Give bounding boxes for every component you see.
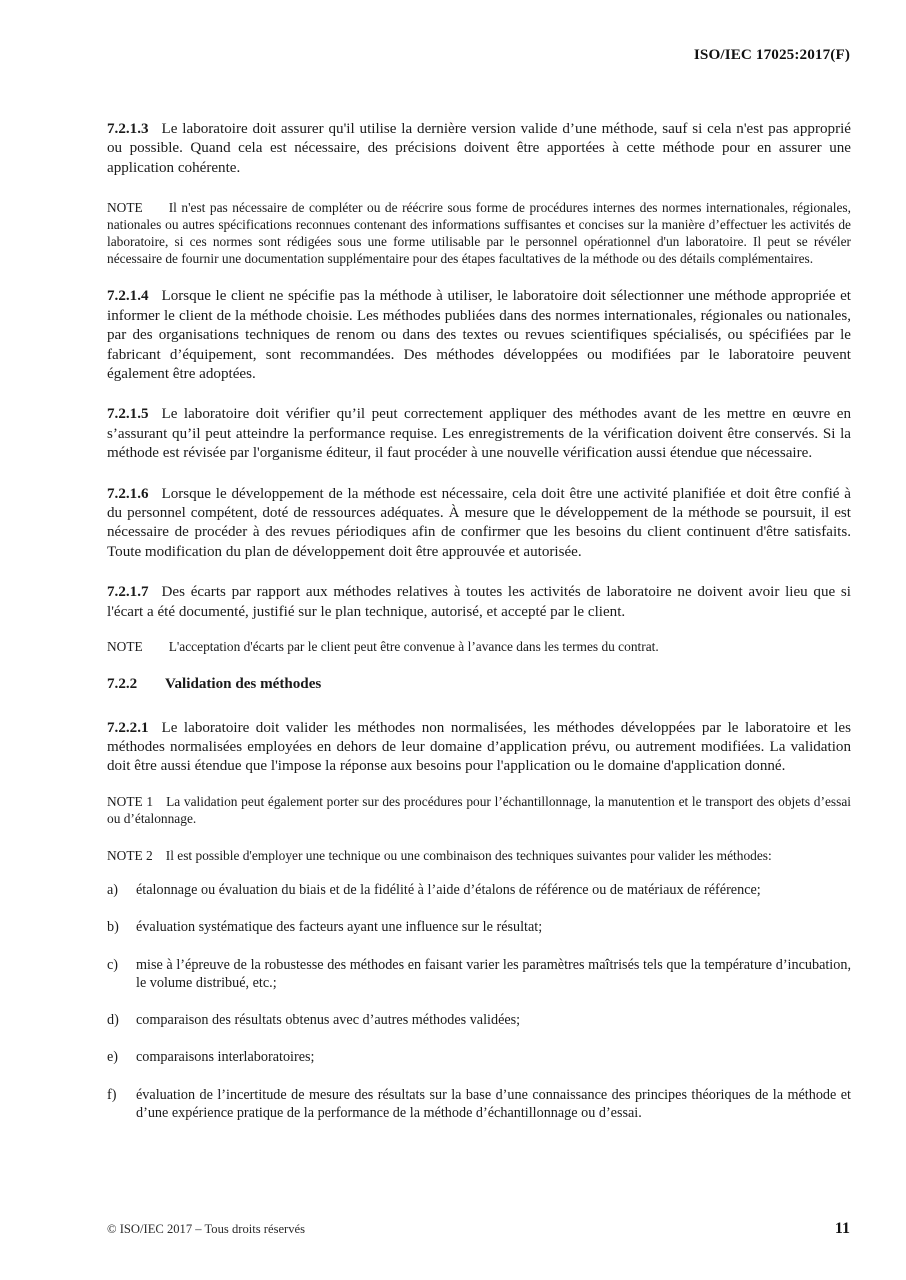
clause-text: Le laboratoire doit assurer qu'il utilise la dernière version valide d’une méthode, sauf si cela n'est pas approprié ou possible. Quand cela est nécessaire, des précisions doivent être apportées à cette méthode pour en assurer une application cohérente. — [107, 121, 851, 176]
list-item-text: mise à l’épreuve de la robustesse des méthodes en faisant varier les paramètres maîtrisés tels que la température d’incubation, le volume distribué, etc.; — [136, 956, 851, 991]
list-item-text: comparaisons interlaboratoires; — [136, 1049, 315, 1066]
note-label: NOTE — [107, 200, 143, 216]
list-marker: e) — [107, 1049, 119, 1066]
clause-number: 7.2.1.4 — [107, 288, 149, 305]
note-label: NOTE 1 — [107, 793, 154, 809]
list-item — [107, 881, 851, 899]
note-label: NOTE 2 — [107, 847, 153, 863]
clause-7-2-1-6 — [107, 485, 851, 563]
note-text: Il n'est pas nécessaire de compléter ou de réécrire sous forme de procédures internes des normes internationales, régionales, nationales ou autres spécifications reconnues contenant des informations suffisantes et concises sur la manière d’effectuer les activités de laboratoire, si ces normes sont rédigées sous une forme utilisable par le personnel opérationnel d'un laboratoire. Il peut se révéler nécessaire de fournir une documentation supplémentaire pour des étapes facultatives de la méthode ou des détails complémentaires. — [107, 200, 851, 267]
heading-title: Validation des méthodes — [165, 676, 322, 693]
list-marker: b) — [107, 919, 119, 936]
list-marker: c) — [107, 956, 119, 973]
clause-text: Le laboratoire doit valider les méthodes non normalisées, les méthodes développées par le laboratoire et les méthodes normalisées employées en dehors de leur domaine d’application prévu, ou autrement modifiées. La validation doit être aussi étendue que l'impose la réponse aux besoins pour l'application ou le domaine d'application donné. — [107, 719, 851, 775]
page-footer — [107, 1220, 850, 1238]
clause-number: 7.2.1.3 — [107, 121, 149, 137]
clause-text: Lorsque le client ne spécifie pas la méthode à utiliser, le laboratoire doit sélectionner une méthode appropriée et informer le client de la méthode choisie. Les méthodes publiées dans des normes internationales, régionales ou nationales, par des organisations techniques de renom ou dans des textes ou revues scientifiques spécialisés, ou spécifiées par le fabricant d’équipement, sont recommandées. Des méthodes développées ou modifiées par le laboratoire peuvent également être adoptées. — [107, 288, 851, 383]
clause-7-2-2-1 — [107, 719, 851, 777]
note-7-2-1-3 — [107, 199, 851, 267]
clause-7-2-1-5 — [107, 405, 851, 463]
list-item — [107, 1011, 851, 1029]
clause-7-2-1-3 — [107, 120, 851, 178]
note-text: La validation peut également porter sur des procédures pour l’échantillonnage, la manutention et le transport des objets d’essai ou d’étalonnage. — [107, 793, 851, 826]
list-item-text: évaluation de l’incertitude de mesure des résultats sur la base d’une connaissance des principes théoriques de la méthode et d’une expérience pratique de la performance de la méthode d’échantillonnage ou d’essai. — [136, 1086, 851, 1121]
list-item — [107, 956, 851, 993]
list-item — [107, 1086, 851, 1123]
list-item-text: évaluation systématique des facteurs ayant une influence sur le résultat; — [136, 919, 543, 936]
list-item — [107, 1048, 851, 1066]
note-2 — [107, 847, 851, 864]
clause-text: Lorsque le développement de la méthode est nécessaire, cela doit être une activité planifiée et doit être confié à du personnel compétent, doté de ressources adéquates. À mesure que le développement de la méthode se poursuit, il est nécessaire de procéder à des revues périodiques afin de confirmer que les besoins du client continuent d'être satisfaits. Toute modification du plan de développement doit être approuvée et autorisée. — [107, 485, 851, 560]
running-header: ISO/IEC 17025:2017(F) — [693, 46, 850, 63]
clause-number: 7.2.2.1 — [107, 719, 149, 736]
page-number: 11 — [834, 1220, 850, 1237]
clause-number: 7.2.1.5 — [107, 406, 149, 423]
clause-text: Le laboratoire doit vérifier qu’il peut correctement appliquer des méthodes avant de les mettre en œuvre en s’assurant qu’il peut atteindre la performance requise. Les enregistrements de la vérification doivent être conservés. Si la méthode est révisée par l'organisme éditeur, il faut procéder à une nouvelle vérification aussi étendue que nécessaire. — [107, 406, 851, 462]
clause-text: Des écarts par rapport aux méthodes relatives à toutes les activités de laboratoire ne doivent avoir lieu que si l'écart a été documenté, justifié sur le plan technique, autorisé, et accepté par le client. — [107, 584, 851, 620]
copyright-notice: © ISO/IEC 2017 – Tous droits réservés — [107, 1222, 306, 1236]
list-marker: f) — [107, 1086, 117, 1103]
clause-number: 7.2.1.7 — [107, 584, 149, 601]
page-content — [107, 120, 851, 1122]
list-item-text: étalonnage ou évaluation du biais et de la fidélité à l’aide d’étalons de référence ou de matériaux de référence; — [136, 882, 761, 899]
list-marker: d) — [107, 1012, 119, 1029]
clause-number: 7.2.1.6 — [107, 485, 149, 502]
note-text: Il est possible d'employer une technique ou une combinaison des techniques suivantes pour valider les méthodes: — [165, 847, 772, 863]
list-item-text: comparaison des résultats obtenus avec d’autres méthodes validées; — [136, 1012, 521, 1029]
clause-7-2-1-7 — [107, 583, 851, 622]
list-marker: a) — [107, 882, 119, 899]
heading-number: 7.2.2 — [107, 676, 138, 693]
note-1 — [107, 793, 851, 827]
clause-7-2-1-4 — [107, 287, 851, 384]
heading-7-2-2 — [107, 675, 851, 695]
note-text: L'acceptation d'écarts par le client peut être convenue à l’avance dans les termes du contrat. — [168, 638, 659, 654]
list-item — [107, 918, 851, 936]
note-7-2-1-7 — [107, 638, 851, 655]
validation-techniques-list — [107, 881, 851, 1122]
note-label: NOTE — [107, 638, 143, 654]
